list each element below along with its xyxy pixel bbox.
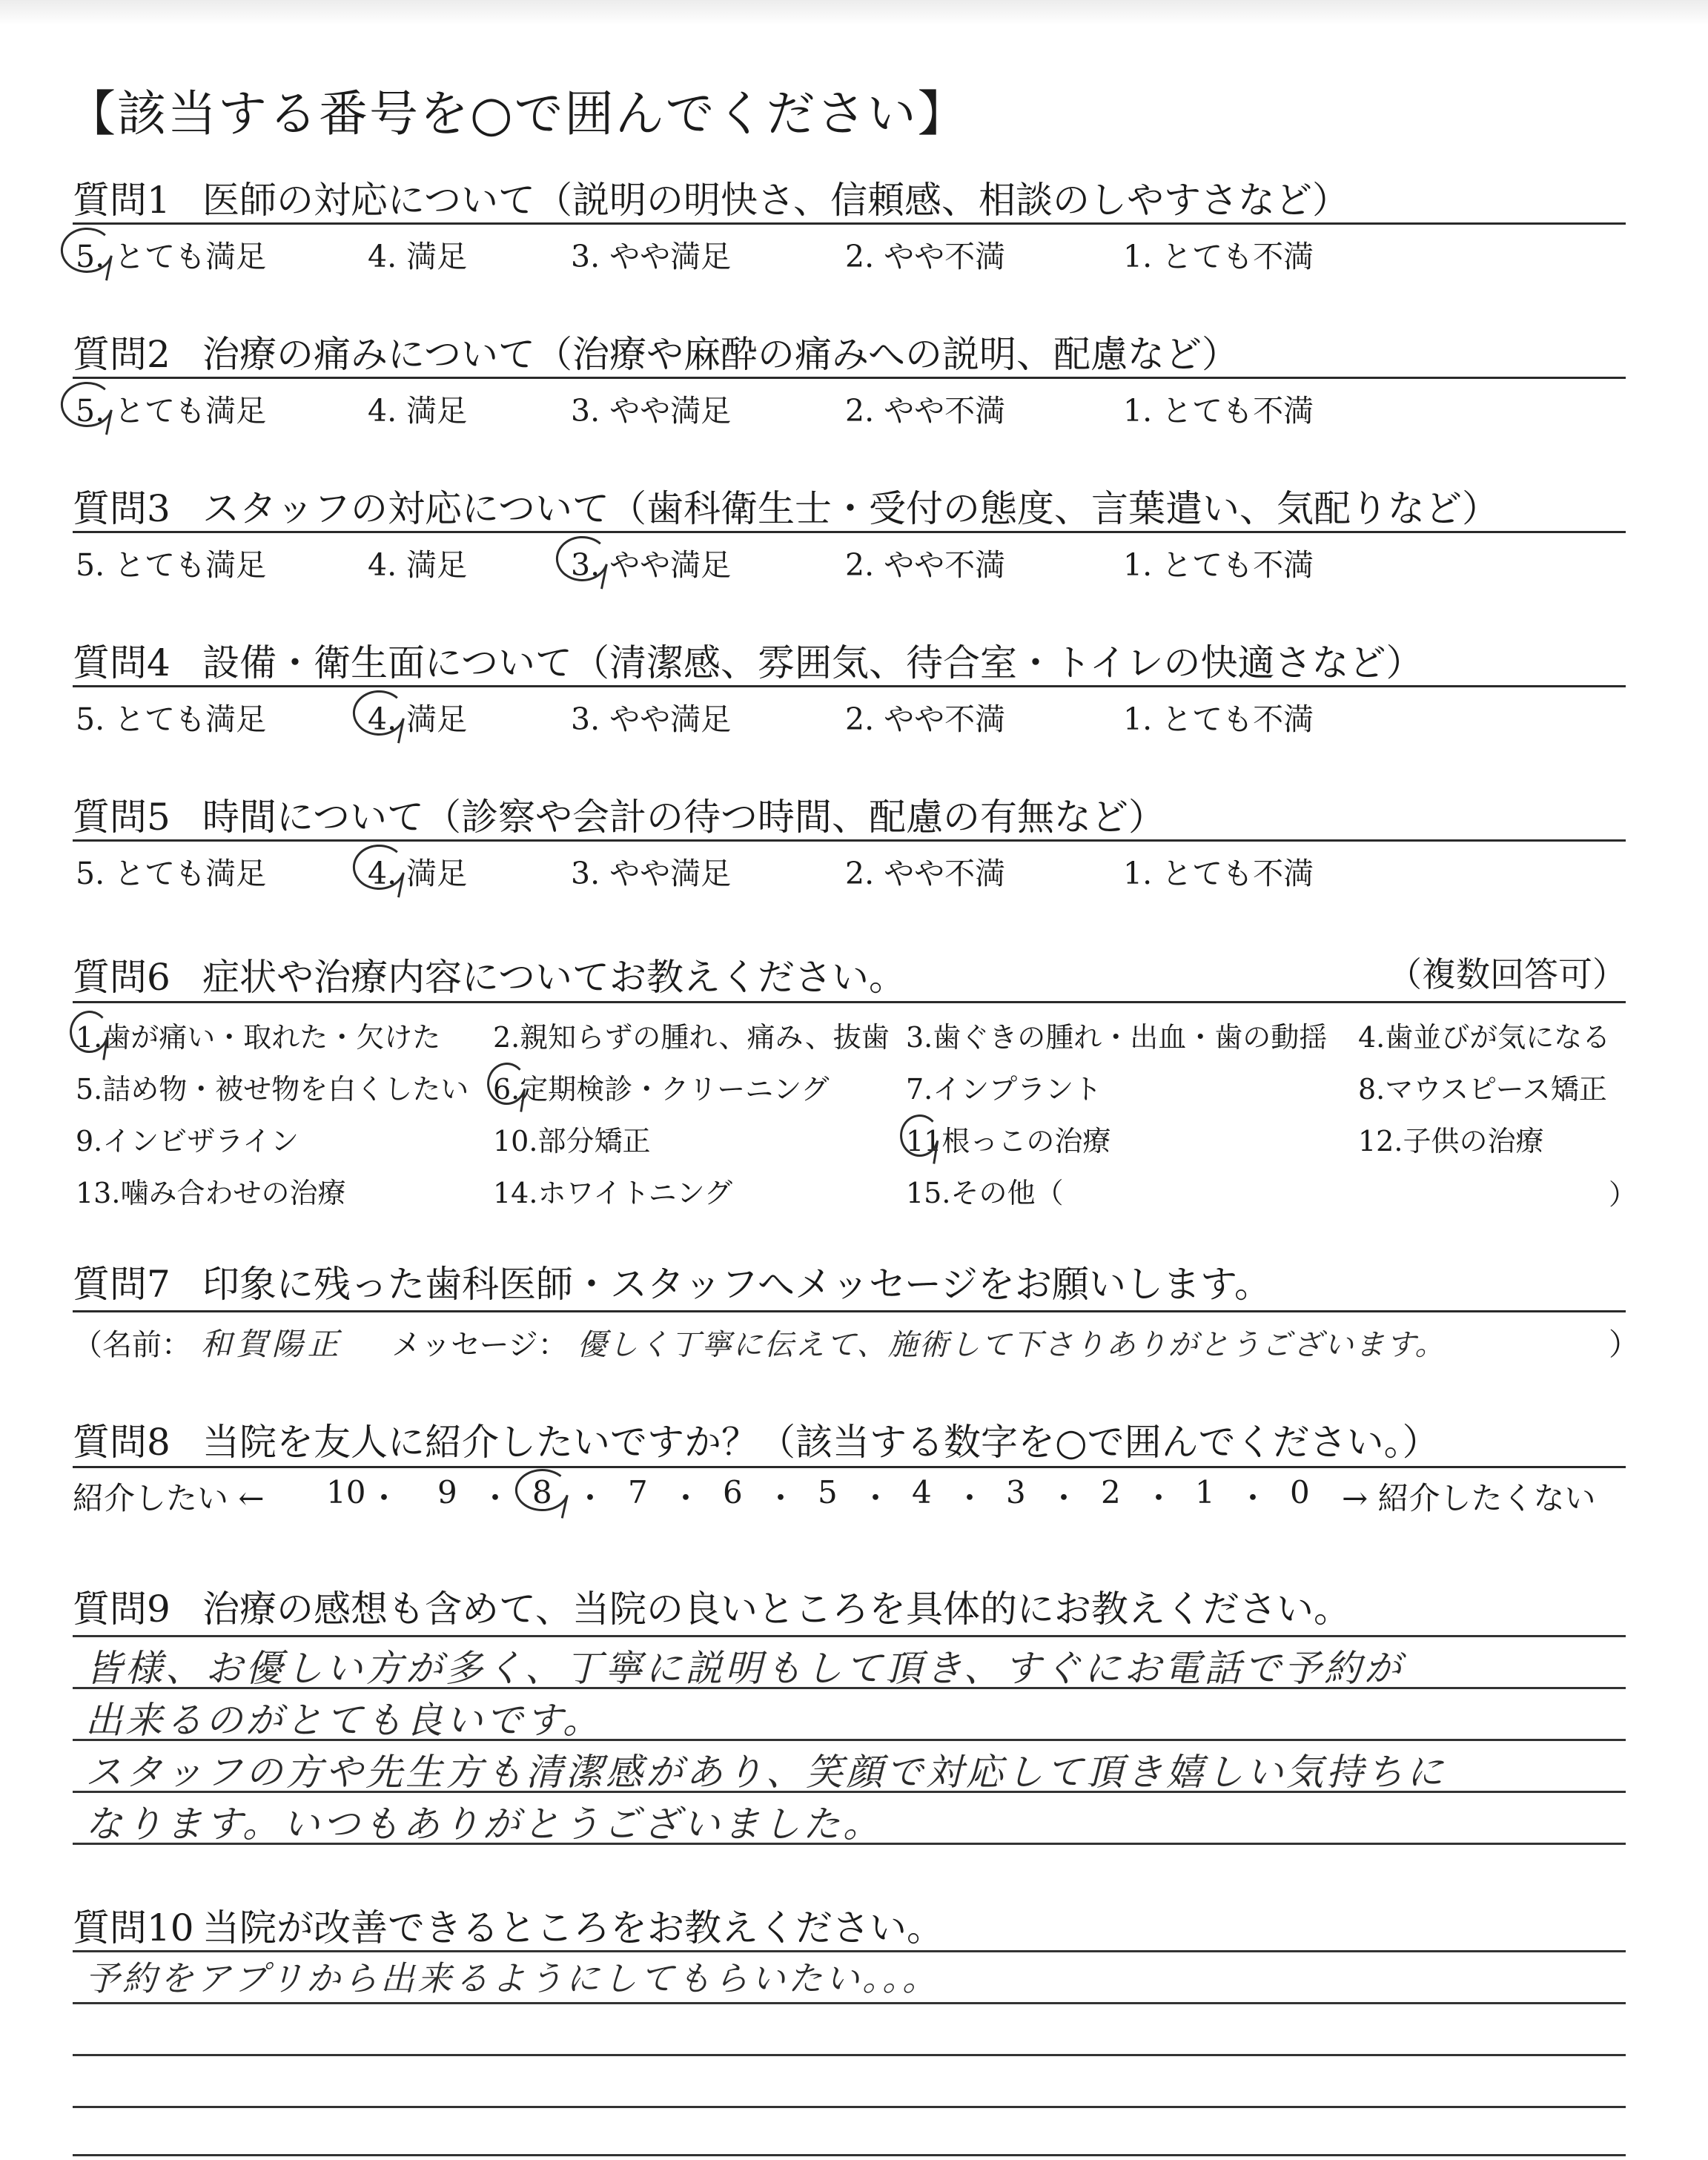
q6-option[interactable] [1358,1118,1543,1159]
q6-option-label: 根っこの治療 [941,1125,1111,1157]
q6-option-number: 14. [493,1177,538,1209]
rating-option[interactable]: 4. 満足 [368,701,468,737]
q6-option-number: 8. [1358,1073,1386,1106]
q7-text: 印象に残った歯科医師・スタッフへメッセージをお願いします。 [202,1263,1271,1306]
rating-option[interactable]: 2. やや不満 [845,856,1006,891]
q6-option-label: インプラント [933,1073,1102,1106]
rating-option[interactable]: 5. とても満足 [76,239,267,274]
q3-number: 質問3 [73,487,171,530]
q6-option-label: 定期検診・クリーニング [520,1073,830,1106]
q6-option-label: 歯並びが気になる [1385,1021,1611,1054]
q6-option-number: 1. [76,1021,103,1054]
q8-scale-separator: ・ [1143,1480,1175,1516]
q8-scale-separator: ・ [575,1480,606,1516]
q6-option[interactable] [906,1014,1327,1055]
rating-option[interactable]: 5. とても満足 [76,856,267,891]
q6-number: 質問6 [73,956,171,999]
q6-text: 症状や治療内容についてお教えください。 [202,956,906,999]
q6-option-number: 11 [906,1125,942,1157]
q6-option[interactable] [906,1066,1102,1107]
q6-option-label: 子供の治療 [1403,1125,1544,1157]
rating-option[interactable]: 2. やや不満 [845,701,1006,737]
q6-option[interactable] [1358,1066,1607,1107]
q5-text: 時間について（診察や会計の待つ時間、配慮の有無など） [202,796,1165,839]
rating-option[interactable]: 1. とても不満 [1123,547,1314,583]
q6-option-number: 10. [493,1125,538,1157]
q8-number: 質問8 [73,1421,171,1464]
q6-option-label: 歯ぐきの腫れ・出血・歯の動揺 [933,1021,1328,1054]
q8-scale-value[interactable]: 10 [326,1474,366,1510]
q1-number: 質問1 [73,179,171,222]
q5-number: 質問5 [73,796,171,839]
q6-option[interactable] [493,1118,650,1159]
q9-rule [73,1635,1626,1637]
rating-option[interactable]: 4. 満足 [368,856,468,891]
q8-scale-value[interactable]: 0 [1290,1474,1310,1510]
q6-option-number: 5. [76,1073,103,1106]
q6-option[interactable] [493,1170,732,1211]
q3-title [73,479,1499,532]
q1-title [73,171,1349,224]
q10-text: 当院が改善できるところをお教えください。 [202,1906,944,1949]
rating-option[interactable]: 4. 満足 [368,547,468,583]
q10-rule [73,2106,1626,2108]
q8-scale-separator: ・ [670,1480,702,1516]
q6-option[interactable] [76,1170,345,1211]
q9-title [73,1579,1351,1633]
q4-number: 質問4 [73,641,171,684]
q8-rule [73,1466,1626,1468]
q6-option-label: 詰め物・被せ物を白くしたい [102,1073,469,1106]
q8-scale-value[interactable]: 2 [1101,1474,1121,1510]
rating-option[interactable]: 1. とても不満 [1123,393,1314,429]
q7-message-label: メッセージ： [391,1328,568,1362]
q7-name-value[interactable]: 和賀陽正 [200,1326,343,1362]
q6-option[interactable] [493,1014,890,1055]
rating-option[interactable]: 3. やや満足 [571,701,732,737]
q2-number: 質問2 [73,333,171,376]
q6-option[interactable] [493,1066,830,1107]
q8-scale-value[interactable]: 7 [628,1474,648,1510]
rating-option[interactable]: 3. やや満足 [571,856,732,891]
rating-option[interactable]: 5. とても満足 [76,547,267,583]
q1-rule [73,222,1626,225]
q8-scale-separator: ・ [765,1480,797,1516]
rating-option[interactable]: 2. やや不満 [845,547,1006,583]
q10-rule [73,2054,1626,2056]
q7-message-value[interactable]: 優しく丁寧に伝えて、施術して下さりありがとうございます。 [577,1328,1446,1362]
q6-option-number: 9. [76,1125,103,1157]
q6-option[interactable] [76,1118,299,1159]
q9-number: 質問9 [73,1588,171,1631]
q5-title [73,787,1165,841]
q2-rule [73,377,1626,379]
q8-left-label: 紹介したい ← [73,1480,265,1516]
rating-option[interactable]: 2. やや不満 [845,393,1006,429]
q7-number: 質問7 [73,1263,171,1306]
rating-option[interactable]: 1. とても不満 [1123,701,1314,737]
rating-option[interactable]: 3. やや満足 [571,393,732,429]
q6-option[interactable] [76,1014,440,1055]
q8-scale-value[interactable]: 8 [532,1474,552,1510]
q10-number: 質問10 [73,1906,194,1949]
q6-option-label: その他（ [950,1177,1064,1209]
q8-scale-separator: ・ [1048,1480,1080,1516]
q6-rule [73,1001,1626,1003]
q6-option-number: 3. [906,1021,933,1054]
q9-answer-line[interactable]: スタッフの方や先生方も清潔感があり、笑顔で対応して頂き嬉しい気持ちに [85,1751,1446,1794]
rating-option[interactable]: 3. やや満足 [571,547,732,583]
rating-option[interactable]: 1. とても不満 [1123,239,1314,274]
q10-rule [73,2002,1626,2004]
q6-option-number: 13. [76,1177,121,1209]
q8-scale-separator: ・ [1237,1480,1269,1516]
q6-option[interactable] [1358,1014,1610,1055]
q9-text: 治療の感想も含めて、当院の良いところを具体的にお教えください。 [202,1588,1351,1631]
q3-rule [73,531,1626,533]
q6-option-number: 15. [906,1177,951,1209]
q6-option[interactable] [76,1066,469,1107]
rating-option[interactable]: 1. とても不満 [1123,856,1314,891]
q6-title [73,948,906,1001]
q6-option-number: 4. [1358,1021,1386,1054]
q8-scale-separator: ・ [954,1480,986,1516]
q6-option-label: インビザライン [102,1125,299,1157]
q10-answer-line[interactable]: 予約をアプリから出来るようにしてもらいたい。。。 [85,1958,940,1998]
q4-text: 設備・衛生面について（清潔感、雰囲気、待合室・トイレの快適さなど） [202,641,1423,684]
rating-option[interactable]: 5. とても満足 [76,701,267,737]
rating-option[interactable]: 4. 満足 [368,393,468,429]
q6-option-number: 12. [1358,1125,1403,1157]
q6-option-label: 噛み合わせの治療 [120,1177,346,1209]
q8-scale-value[interactable]: 4 [912,1474,932,1510]
q7-name-label: （名前： [73,1328,191,1362]
q6-note: （複数回答可） [1388,954,1626,994]
q6-option-number: 2. [493,1021,520,1054]
q3-text: スタッフの対応について（歯科衛生士・受付の態度、言葉遣い、気配りなど） [202,487,1499,530]
q6-option-label: ホワイトニング [537,1177,733,1209]
q7-close-paren: ） [1609,1327,1639,1362]
rating-option[interactable]: 4. 満足 [368,239,468,274]
q8-scale-value[interactable]: 5 [818,1474,838,1510]
scan-edge-shadow [0,0,1708,25]
q4-rule [73,685,1626,687]
q8-scale-value[interactable]: 6 [723,1474,743,1510]
q8-scale-value[interactable]: 1 [1195,1474,1215,1510]
q6-other-close-paren: ） [1609,1178,1638,1211]
q5-rule [73,839,1626,842]
q8-right-label: → 紹介したくない [1342,1480,1596,1516]
rating-option[interactable]: 2. やや不満 [845,239,1006,274]
q8-text: 当院を友人に紹介したいですか？（該当する数字を○で囲んでください。） [202,1421,1440,1464]
rating-option[interactable]: 5. とても満足 [76,393,267,429]
q6-option-label: マウスピース矯正 [1385,1073,1607,1106]
form-heading: 【該当する番号を○で囲んでください】 [67,85,968,142]
q8-scale-separator: ・ [480,1480,512,1516]
q9-answer-line[interactable]: 出来るのがとても良いです。 [85,1699,603,1742]
q8-scale-value[interactable]: 9 [437,1474,457,1510]
q10-title [73,1898,944,1952]
q6-option-number: 7. [906,1073,933,1106]
q7-title [73,1255,1271,1308]
q4-title [73,633,1423,687]
q2-text: 治療の痛みについて（治療や麻酔の痛みへの説明、配慮など） [202,333,1239,376]
q6-option-label: 部分矯正 [537,1125,651,1157]
q9-answer-line[interactable]: 皆様、お優しい方が多く、丁寧に説明もして頂き、すぐにお電話で予約が [85,1647,1404,1690]
q6-option-label: 歯が痛い・取れた・欠けた [102,1021,441,1054]
q8-title [73,1413,1440,1466]
q1-text: 医師の対応について（説明の明快さ、信頼感、相談のしやすさなど） [202,179,1349,222]
q10-rule [73,2154,1626,2156]
q6-option-number: 6. [493,1073,520,1106]
q6-option-label: 親知らずの腫れ、痛み、抜歯 [520,1021,890,1054]
q6-option[interactable] [906,1118,1110,1159]
q6-option[interactable] [906,1170,1063,1211]
q7-answer-line [73,1320,1446,1364]
q2-title [73,325,1239,378]
rating-option[interactable]: 3. やや満足 [571,239,732,274]
q8-scale-separator: ・ [860,1480,892,1516]
q8-scale-value[interactable]: 3 [1006,1474,1026,1510]
q7-rule [73,1310,1626,1312]
q8-scale-separator: ・ [368,1480,400,1516]
q9-answer-line[interactable]: なります。いつもありがとうございました。 [85,1803,883,1846]
